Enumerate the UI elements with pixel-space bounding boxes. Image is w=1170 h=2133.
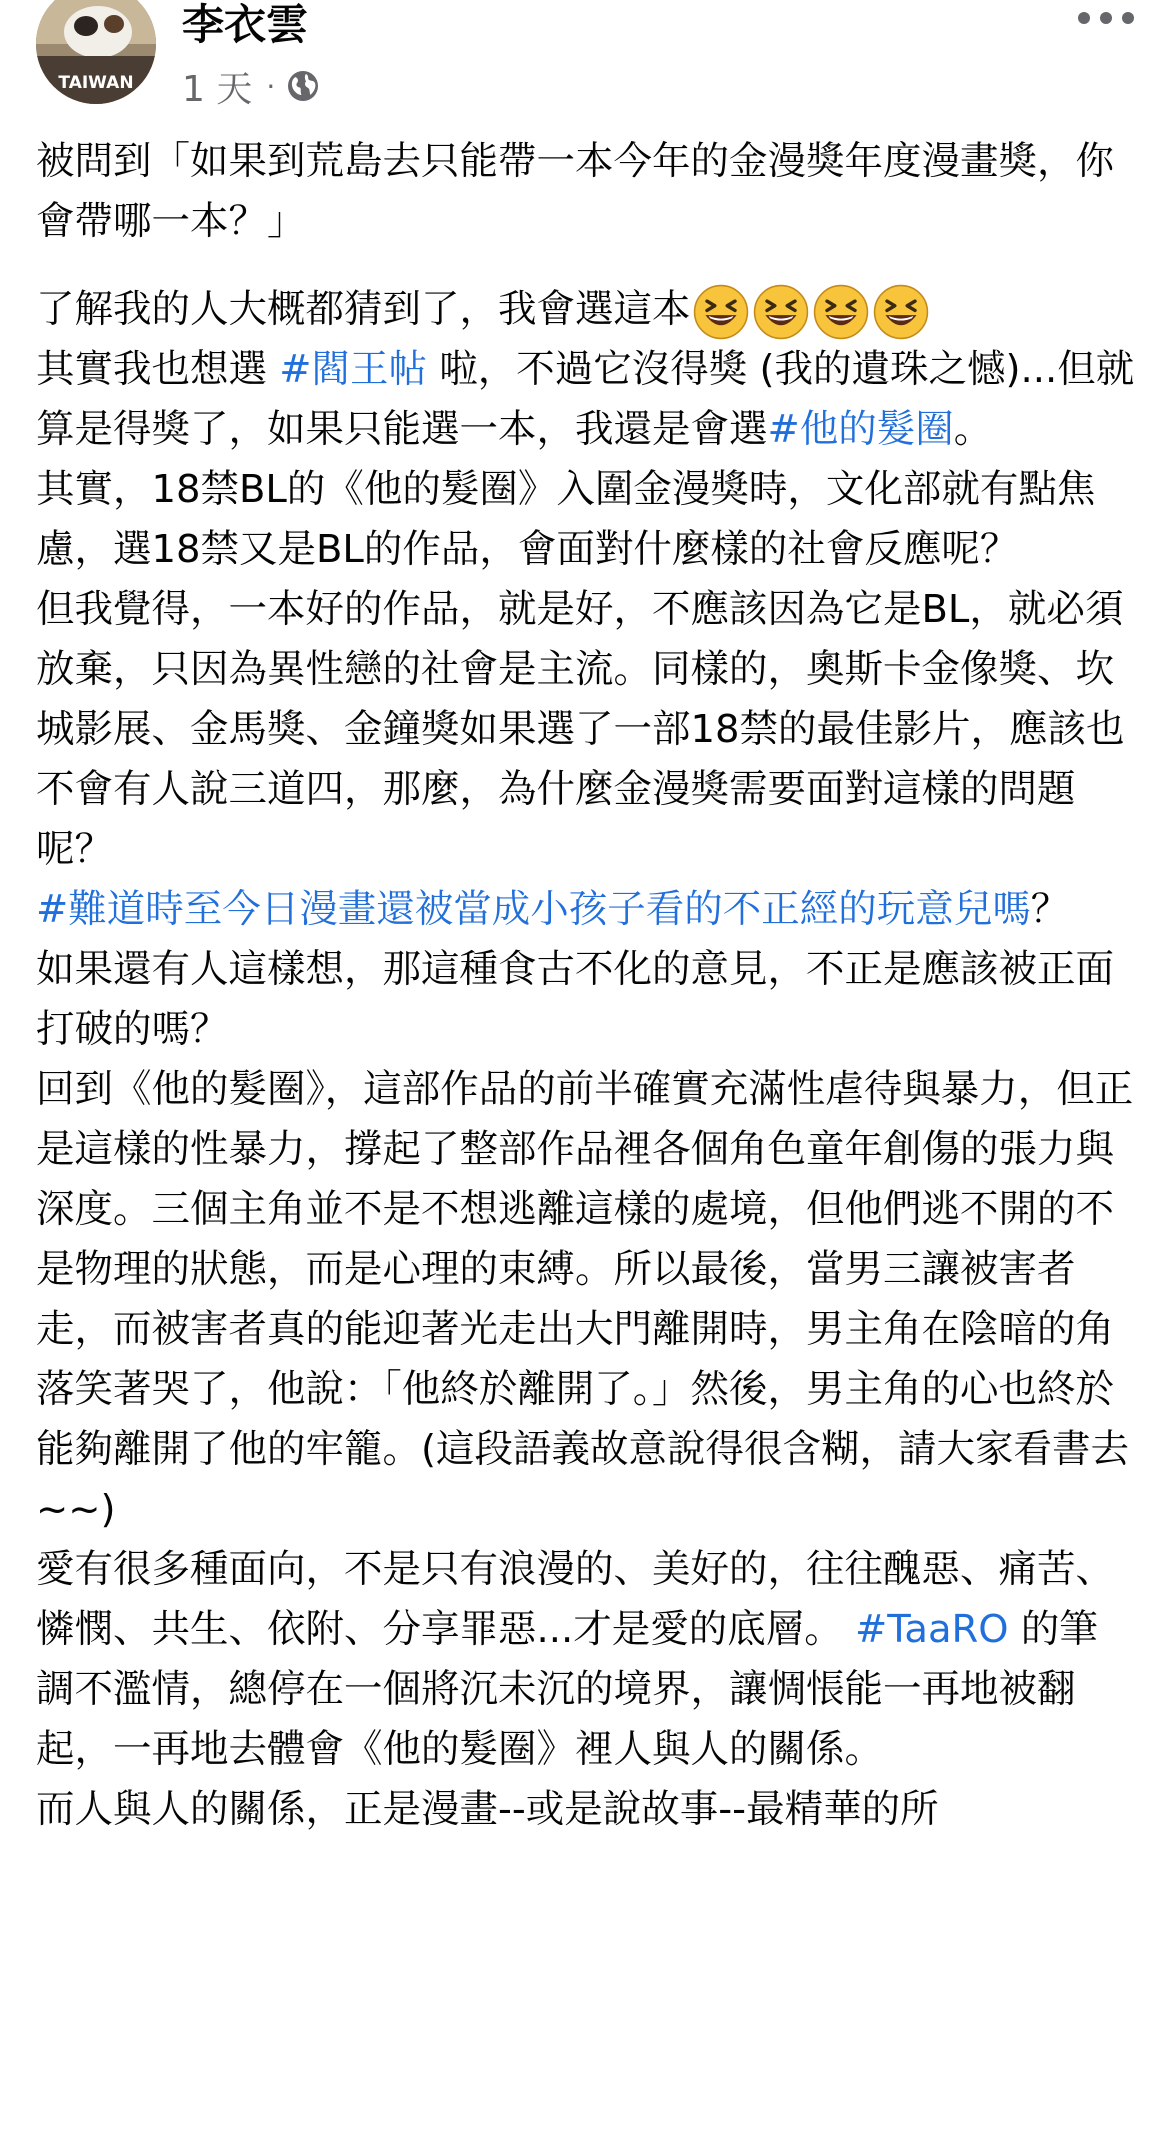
- text-segment: 愛有很多種面向，不是只有浪漫的、美好的，往往醜惡、痛苦、憐憫、共生、依附、分享罪惡...才是愛的底層。: [36, 1547, 1115, 1652]
- hashtag-link[interactable]: #閻王帖: [279, 347, 428, 392]
- hashtag-link[interactable]: #他的髮圈: [767, 407, 954, 452]
- grinning-squinting-face-icon: [753, 284, 809, 340]
- choice-text: 了解我的人大概都猜到了，我會選這本: [36, 287, 691, 332]
- more-dot: [1122, 12, 1134, 24]
- timestamp[interactable]: 1 天: [182, 68, 253, 110]
- meta-separator: ·: [266, 69, 276, 103]
- more-dot: [1100, 12, 1112, 24]
- author-name[interactable]: 李衣雲: [182, 0, 309, 49]
- post-text: [36, 132, 1136, 1840]
- post-meta: [182, 64, 321, 108]
- text-segment: 其實我也想選: [36, 347, 280, 392]
- grinning-squinting-face-icon: [693, 284, 749, 340]
- grinning-squinting-face-icon: [813, 284, 869, 340]
- paragraph-relationships: 而人與人的關係，正是漫畫--或是說故事--最精華的所: [36, 1787, 939, 1832]
- paragraph-question-hashtag: [36, 880, 1136, 940]
- paragraph-love: [36, 1540, 1136, 1780]
- avatar-image: [36, 0, 156, 104]
- text-segment: 啦，不過它沒得獎 (我的遺珠之憾)...但就算是得獎了，如果只能選一本，我還是會選: [36, 347, 1135, 452]
- paragraph-opinion: 但我覺得，一本好的作品，就是好，不應該因為它是BL，就必須放棄，只因為異性戀的社會是主流。同樣的，奧斯卡金像獎、坎城影展、金馬獎、金鐘獎如果選了一部18禁的最佳影片，應該也不會有人說三道四，那麼，為什麼金漫獎需要面對這樣的問題呢？: [36, 587, 1125, 872]
- emoji-group: [693, 284, 929, 340]
- text-segment: 的筆調不濫情，總停在一個將沉未沉的境界，讓惆悵能一再地被翻起，一再地去體會《他的髮圈》裡人與人的關係。: [36, 1607, 1098, 1772]
- avatar[interactable]: [36, 0, 156, 104]
- post-header: [0, 0, 1170, 120]
- paragraph-review: 回到《他的髮圈》，這部作品的前半確實充滿性虐待與暴力，但正是這樣的性暴力，撐起了整部作品裡各個角色童年創傷的張力與深度。三個主角並不是不想逃離這樣的處境，但他們逃不開的不是物理的狀態，而是心理的束縛。所以最後，當男三讓被害者走，而被害者真的能迎著光走出大門離開時，男主角在陰暗的角落笑著哭了，他說：「他終於離開了。」然後，男主角的心也終於能夠離開了他的牢籠。(這段語義故意說得很含糊，請大家看書去~~): [36, 1067, 1134, 1532]
- paragraph-question: 被問到「如果到荒島去只能帶一本今年的金漫獎年度漫畫獎，你會帶哪一本？」: [36, 139, 1115, 244]
- more-dot: [1078, 12, 1090, 24]
- paragraph-also-considered: [36, 340, 1136, 460]
- globe-icon[interactable]: [285, 68, 321, 104]
- text-segment: ？: [1030, 887, 1070, 932]
- paragraph-rebuttal: 如果還有人這樣想，那這種食古不化的意見，不正是應該被正面打破的嗎？: [36, 947, 1115, 1052]
- grinning-squinting-face-icon: [873, 284, 929, 340]
- more-options-icon[interactable]: [1078, 6, 1134, 30]
- hashtag-link[interactable]: #難道時至今日漫畫還被當成小孩子看的不正經的玩意兒嗎: [36, 887, 1031, 932]
- paragraph-ministry: 其實，18禁BL的《他的髮圈》入圍金漫獎時，文化部就有點焦慮，選18禁又是BL的作品，會面對什麼樣的社會反應呢？: [36, 467, 1096, 572]
- paragraph-choice: [36, 280, 1136, 340]
- hashtag-link[interactable]: #TaaRO: [854, 1607, 1009, 1652]
- text-segment: 。: [953, 407, 993, 452]
- avatar-text: TAIWAN: [58, 73, 134, 93]
